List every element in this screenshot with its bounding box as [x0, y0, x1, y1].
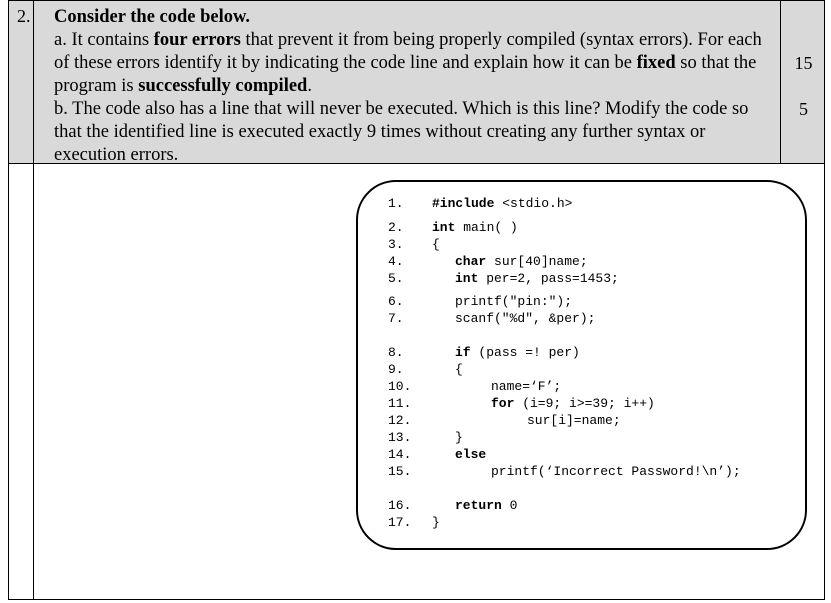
- line-number: 9.: [388, 362, 404, 377]
- column-divider: [33, 1, 34, 599]
- code-line: [455, 271, 619, 286]
- question-text: [54, 6, 769, 167]
- code-line: [455, 362, 463, 377]
- code-line: [432, 237, 440, 252]
- code-text: 0: [501, 498, 518, 513]
- line-number: 12.: [388, 413, 412, 428]
- code-text: <stdio.h>: [494, 196, 573, 211]
- marks-part-a: 15: [794, 53, 813, 73]
- line-number: 10.: [388, 379, 412, 394]
- part-a: a. It contains four errors that prevent it from being properly compiled (syntax errors). For each of these errors identify it by indicating the code line and explain how it can be fixed so that the program is successfully compiled.: [54, 30, 762, 96]
- code-line: [432, 220, 518, 235]
- code-line: [455, 498, 517, 513]
- code-keyword: for: [491, 396, 515, 411]
- code-line: [455, 254, 588, 269]
- question-number: 2.: [17, 6, 31, 26]
- code-text: sur[i]=name;: [527, 413, 621, 428]
- code-text: main( ): [455, 220, 518, 235]
- code-line: [491, 379, 561, 394]
- line-number: 2.: [388, 220, 404, 235]
- code-text: (pass =! per): [470, 345, 580, 360]
- line-number: 7.: [388, 311, 404, 326]
- line-number: 5.: [388, 271, 404, 286]
- code-text: per=2, pass=1453;: [478, 271, 619, 286]
- code-listing-box: [356, 180, 807, 550]
- code-line: [455, 311, 595, 326]
- code-text: (i=9; i>=39; i++): [514, 396, 655, 411]
- code-line: [455, 447, 486, 462]
- code-line: [491, 464, 741, 479]
- code-keyword: int: [432, 220, 456, 235]
- code-text: }: [432, 515, 440, 530]
- line-number: 8.: [388, 345, 404, 360]
- code-keyword: return: [455, 498, 502, 513]
- code-line: [455, 345, 580, 360]
- code-keyword: if: [455, 345, 471, 360]
- code-text: }: [455, 430, 463, 445]
- code-line: [527, 413, 621, 428]
- line-number: 3.: [388, 237, 404, 252]
- line-number: 1.: [388, 196, 404, 211]
- code-keyword: else: [455, 447, 487, 462]
- code-text: printf("pin:");: [455, 294, 573, 309]
- code-text: {: [455, 362, 463, 377]
- code-text: name=‘F’;: [491, 379, 562, 394]
- line-number: 13.: [388, 430, 412, 445]
- code-line: [491, 396, 655, 411]
- line-number: 6.: [388, 294, 404, 309]
- code-text: {: [432, 237, 440, 252]
- code-keyword: #include: [432, 196, 495, 211]
- question-title: Consider the code below.: [54, 7, 250, 27]
- code-text: printf(‘Incorrect Password!\n’);: [491, 464, 741, 479]
- line-number: 14.: [388, 447, 412, 462]
- code-text: scanf("%d", &per);: [455, 311, 596, 326]
- marks-column-divider: [780, 1, 781, 164]
- code-line: [432, 515, 440, 530]
- code-keyword: int: [455, 271, 479, 286]
- code-text: sur[40]name;: [486, 254, 588, 269]
- line-number: 4.: [388, 254, 404, 269]
- line-number: 11.: [388, 396, 412, 411]
- code-line: [455, 294, 572, 309]
- part-b: b. The code also has a line that will never be executed. Which is this line? Modify the code so that the identified line is executed exactly 9 times without creating any further syntax or execution errors.: [54, 99, 749, 165]
- code-line: [455, 430, 463, 445]
- code-line: [432, 196, 572, 211]
- line-number: 16.: [388, 498, 412, 513]
- marks-part-b: 5: [799, 99, 808, 119]
- line-number: 15.: [388, 464, 412, 479]
- code-keyword: char: [455, 254, 487, 269]
- line-number: 17.: [388, 515, 412, 530]
